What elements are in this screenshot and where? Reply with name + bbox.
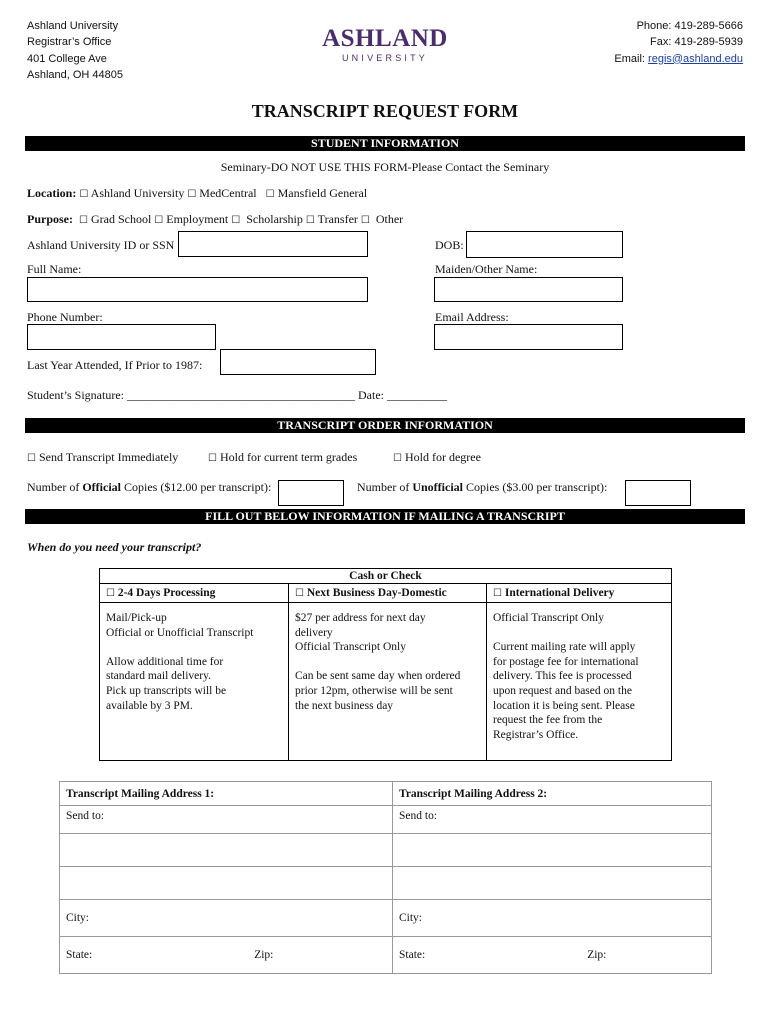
email-label: Email: — [614, 52, 649, 65]
zip-label: Zip: — [254, 949, 274, 961]
order-option-label: Send Transcript Immediately — [38, 450, 179, 464]
location-option: Mansfield General — [277, 186, 368, 200]
purpose-option: Employment — [166, 212, 229, 226]
when-question: When do you need your transcript? — [27, 540, 202, 554]
address-2-city[interactable]: City: — [393, 900, 712, 937]
last-year-label: Last Year Attended, If Prior to 1987: — [27, 358, 203, 372]
registrar-address — [27, 18, 123, 83]
address-line: 401 College Ave — [27, 52, 107, 65]
address-2-line[interactable] — [393, 867, 712, 900]
purpose-label: Purpose: — [27, 212, 73, 226]
checkbox[interactable]: ☐ — [79, 215, 88, 226]
mailing-address-table — [59, 781, 712, 974]
order-option-label: Hold for current term grades — [219, 450, 358, 464]
maiden-name-input[interactable] — [434, 277, 623, 302]
payment-method: Cash or Check — [100, 569, 672, 584]
contact-info — [614, 18, 743, 67]
phone-input[interactable] — [27, 324, 216, 350]
address-2-line[interactable] — [393, 834, 712, 867]
unofficial-copies-label: Number of Unofficial Copies ($3.00 per transcript): — [357, 480, 608, 494]
email-input[interactable] — [434, 324, 623, 350]
order-option[interactable] — [208, 450, 357, 465]
email-line — [614, 51, 743, 67]
address-1-send-to[interactable]: Send to: — [60, 806, 393, 834]
address-1-line[interactable] — [60, 867, 393, 900]
maiden-name-label: Maiden/Other Name: — [435, 262, 538, 276]
option-description: $27 per address for next day delivery Official Transcript Only Can be sent same day when ordered prior 12pm, otherwise will be sent the next business day — [289, 603, 487, 761]
purpose-option: Other — [375, 212, 404, 226]
state-label: State: — [399, 949, 426, 961]
order-option[interactable] — [27, 450, 178, 465]
seminary-note: Seminary-DO NOT USE THIS FORM-Please Contact the Seminary — [220, 160, 550, 174]
last-year-input[interactable] — [220, 349, 376, 375]
email-address-label: Email Address: — [435, 310, 509, 324]
dob-input[interactable] — [466, 231, 623, 258]
option-description: Official Transcript Only Current mailing rate will apply for postage fee for international delivery. This fee is processed upon request and based on the location it is being sent. Please request the fee from the Registrar’s Office. — [487, 603, 672, 761]
address-2-state-zip[interactable] — [393, 937, 712, 974]
signature-line[interactable]: Student’s Signature: ______________________________________ Date: __________ — [27, 388, 447, 402]
checkbox[interactable]: ☐ — [208, 453, 217, 464]
address-1-title: Transcript Mailing Address 1: — [60, 782, 393, 806]
checkbox[interactable]: ☐ — [305, 215, 315, 226]
phone-label: Phone Number: — [27, 310, 103, 324]
checkbox[interactable]: ☐ — [79, 189, 89, 200]
location-label: Location: — [27, 186, 77, 200]
address-line: Registrar’s Office — [27, 36, 112, 49]
option-title[interactable]: ☐ International Delivery — [487, 584, 672, 603]
logo-subtitle: UNIVERSITY — [341, 53, 428, 63]
mailing-bar: FILL OUT BELOW INFORMATION IF MAILING A TRANSCRIPT — [25, 509, 745, 524]
email-link[interactable]: regis@ashland.edu — [648, 52, 743, 65]
dob-label: DOB: — [435, 238, 464, 252]
location-row — [27, 186, 367, 201]
state-label: State: — [66, 949, 93, 961]
option-title[interactable]: ☐ 2-4 Days Processing — [100, 584, 289, 603]
official-copies-input[interactable] — [278, 480, 344, 506]
order-option[interactable] — [393, 450, 481, 465]
fax-text: Fax: 419-289-5939 — [650, 36, 743, 49]
purpose-option: Grad School — [90, 212, 152, 226]
address-1-city[interactable]: City: — [60, 900, 393, 937]
checkbox[interactable]: ☐ — [360, 215, 370, 226]
checkbox[interactable]: ☐ — [187, 189, 197, 200]
full-name-label: Full Name: — [27, 262, 82, 276]
location-option: MedCentral — [199, 186, 257, 200]
order-option-label: Hold for degree — [404, 450, 481, 464]
ashland-logo — [320, 26, 450, 64]
checkbox[interactable]: ☐ — [27, 453, 36, 464]
zip-label: Zip: — [587, 949, 607, 961]
logo-name: ASHLAND — [322, 25, 448, 52]
checkbox[interactable]: ☐ — [265, 189, 275, 200]
unofficial-copies-input[interactable] — [625, 480, 691, 506]
id-label: Ashland University ID or SSN — [27, 238, 175, 252]
address-line: Ashland, OH 44805 — [27, 68, 124, 81]
id-input[interactable] — [178, 231, 368, 257]
form-title: TRANSCRIPT REQUEST FORM — [251, 101, 519, 121]
address-1-line[interactable] — [60, 834, 393, 867]
location-option: Ashland University — [90, 186, 185, 200]
phone-text: Phone: 419-289-5666 — [636, 20, 743, 32]
purpose-row — [27, 212, 403, 227]
address-2-send-to[interactable]: Send to: — [393, 806, 712, 834]
student-info-bar: STUDENT INFORMATION — [25, 136, 745, 151]
full-name-input[interactable] — [27, 277, 368, 302]
order-info-bar: TRANSCRIPT ORDER INFORMATION — [25, 418, 745, 433]
purpose-option: Transfer — [317, 212, 358, 226]
address-1-state-zip[interactable] — [60, 937, 393, 974]
address-line: Ashland University — [27, 20, 119, 32]
purpose-option: Scholarship — [246, 212, 303, 226]
option-description: Mail/Pick-up Official or Unofficial Transcript Allow additional time for standard mail delivery. Pick up transcripts will be available by 3 PM. — [100, 603, 289, 761]
address-2-title: Transcript Mailing Address 2: — [393, 782, 712, 806]
option-title[interactable]: ☐ Next Business Day-Domestic — [289, 584, 487, 603]
official-copies-label: Number of Official Copies ($12.00 per transcript): — [27, 480, 272, 494]
checkbox[interactable]: ☐ — [154, 215, 164, 226]
delivery-options-table — [99, 568, 672, 761]
checkbox[interactable]: ☐ — [231, 215, 241, 226]
checkbox[interactable]: ☐ — [393, 453, 402, 464]
